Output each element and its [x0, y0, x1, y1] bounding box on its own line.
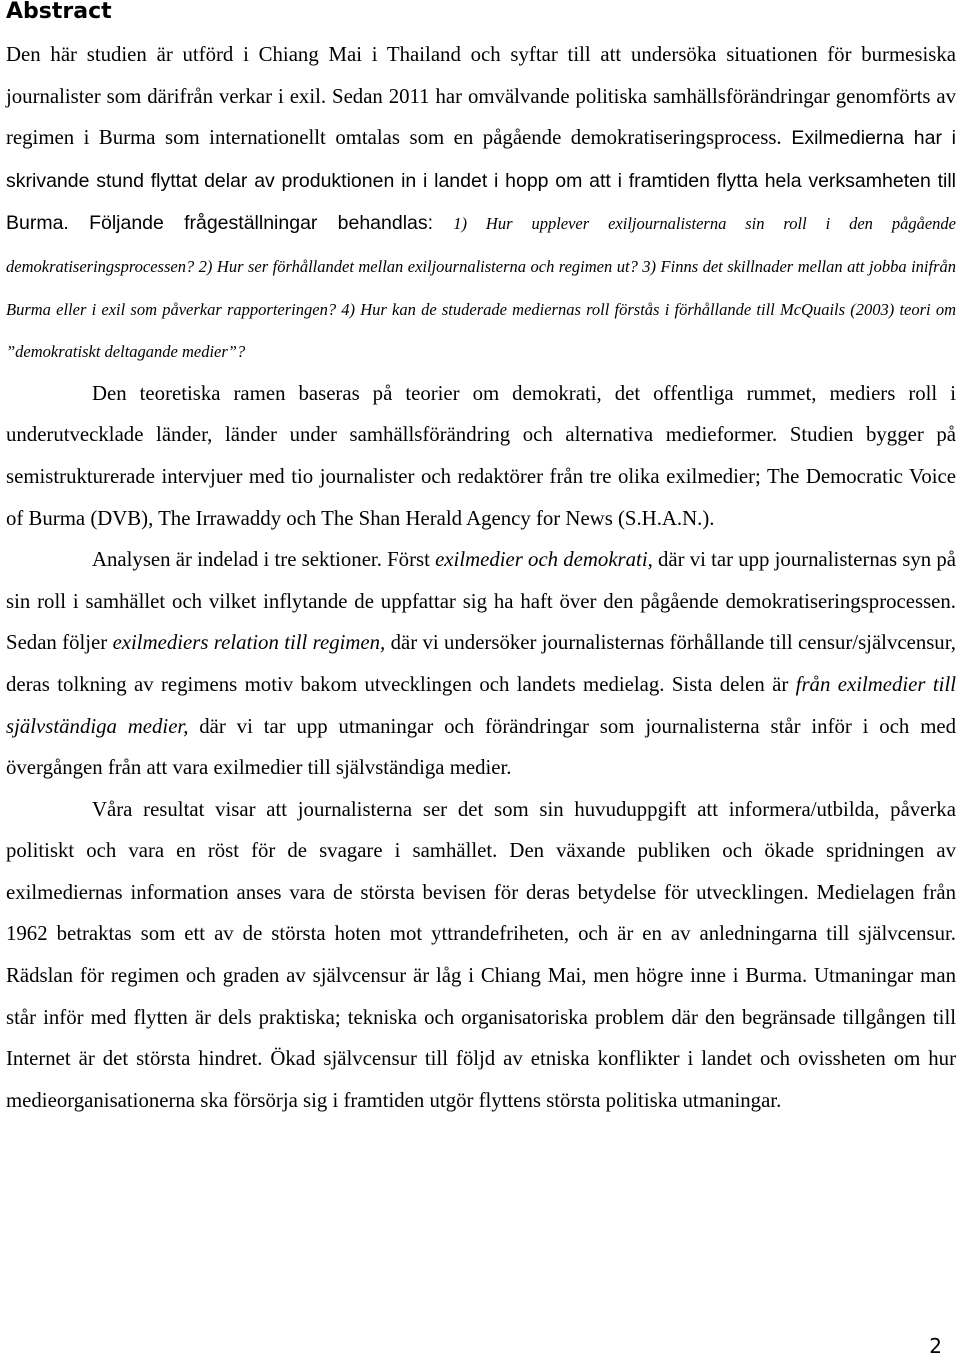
- analysis-text-3: där vi undersöker journalisternas förhållande till censur/självcensur, deras tolkning av regimens motiv bakom utvecklingen och landets medielag. Sista delen är: [6, 631, 956, 696]
- research-questions: 1) Hur upplever exiljournalisterna sin roll i den pågående demokratiseringsprocessen? 2) Hur ser förhållandet mellan exiljournalisterna och regimen ut? 3) Finns det skillnader mellan att jobba inifrån Burma eller i exil som påverkar rapporteringen? 4) Hur kan de studerade mediernas roll förstås i förhållande till McQuails (2003) teori om ”demokratiskt deltagande medier”?: [6, 214, 956, 362]
- paragraph-intro: [6, 34, 956, 373]
- paragraph-analysis: [6, 539, 956, 789]
- analysis-text-2: där vi tar upp journalisternas syn på sin roll i samhället och vilket inflytande de uppfattar sig ha haft över den pågående demokratiseringsprocessen. Sedan följer: [6, 548, 957, 655]
- analysis-emphasis-1: exilmedier och demokrati,: [435, 548, 653, 572]
- analysis-text-1: Analysen är indelad i tre sektioner. Först: [92, 548, 436, 572]
- intro-sentence: Den här studien är utförd i Chiang Mai i Thailand och syftar till att undersöka situationen för burmesiska journalister som därifrån verkar i exil. Sedan 2011 har omvälvande politiska samhällsförändringar genomförts av regimen i Burma som internationellt omtalas som en pågående demokratiseringsprocess.: [6, 43, 956, 150]
- paragraph-results: Våra resultat visar att journalisterna ser det som sin huvuduppgift att informera/utbilda, påverka politiskt och vara en röst för de svagare i samhället. Den växande publiken och ökade spridningen av exilmediernas information anses vara de största bevisen för deras betydelse för utvecklingen. Medielagen från 1962 betraktas som ett av de största hoten mot yttrandefriheten, och är en av anledningarna till självcensur. Rädslan för regimen och graden av självcensur är låg i Chiang Mai, men högre inne i Burma. Utmaningar man står inför med flytten är dels praktiska; tekniska och organisatoriska problem där den begränsade tillgången till Internet är det största hindret. Ökad självcensur till följd av etniska konflikter i landet och ovissheten om hur medieorganisationerna ska försörja sig i framtiden utgör flyttens största politiska utmaningar.: [6, 797, 956, 1112]
- analysis-emphasis-3: från exilmedier till självständiga medier,: [6, 672, 956, 738]
- abstract-heading: Abstract: [6, 0, 112, 24]
- intro-continuation: Exilmedierna har i skrivande stund flyttat delar av produktionen in i landet i hopp om att i framtiden flytta hela verksamheten till Burma. Följande frågeställningar behandlas:: [6, 127, 956, 235]
- analysis-text-4: där vi tar upp utmaningar och förändringar som journalisterna står inför i och med övergången från att vara exilmedier till självständiga medier.: [6, 714, 956, 780]
- page-number: 2: [929, 1334, 942, 1358]
- document-page: [6, 0, 956, 1121]
- paragraph-theory: Den teoretiska ramen baseras på teorier om demokrati, det offentliga rummet, mediers roll i underutvecklade länder, länder under samhällsförändring och alternativa medieformer. Studien bygger på semistrukturerade intervjuer med tio journalister och redaktörer från tre olika exilmedier; The Democratic Voice of Burma (DVB), The Irrawaddy och The Shan Herald Agency for News (S.H.A.N.).: [6, 381, 956, 530]
- analysis-emphasis-2: exilmediers relation till regimen,: [112, 631, 386, 655]
